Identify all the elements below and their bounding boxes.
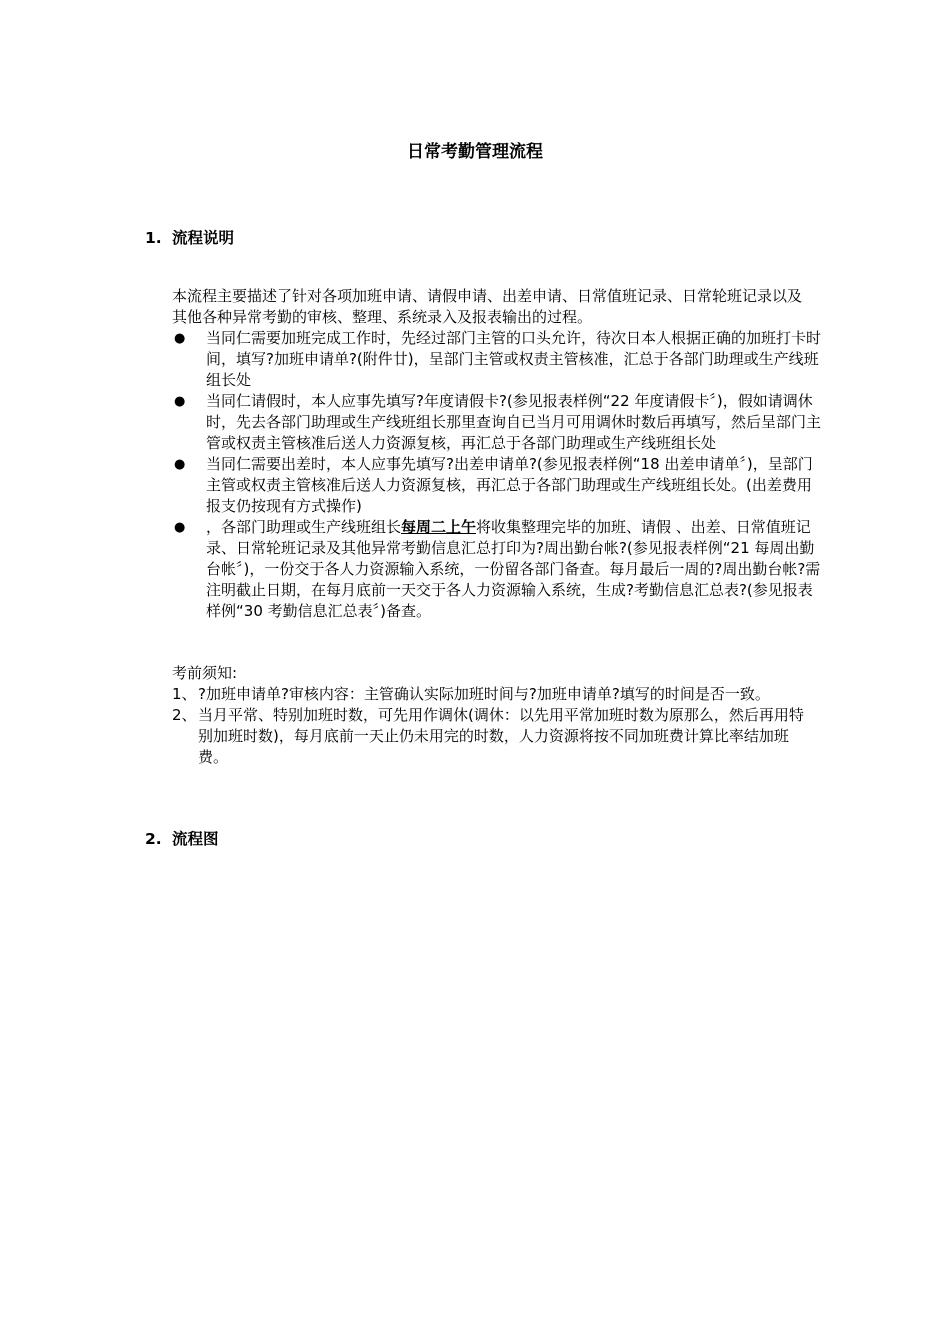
note-item: [172, 705, 812, 768]
list-item: [172, 517, 822, 622]
section-number: 2.: [145, 830, 162, 848]
bullet-text: 当同仁需要加班完成工作时，先经过部门主管的口头允许，待次日本人根据正确的加班打卡时间，填写?加班申请单?(附件廿)，呈部门主管或权责主管核准，汇总于各部门助理或生产线班组长处: [206, 329, 822, 389]
intro-paragraph: 本流程主要描述了针对各项加班申请、请假申请、出差申请、日常值班记录、日常轮班记录以及其他各种异常考勤的审核、整理、系统录入及报表输出的过程。: [172, 287, 803, 326]
bullet-text-suffix: 将收集整理完毕的加班、请假 、出差、日常值班记录、日常轮班记录及其他异常考勤信息汇总打印为?周出勤台帐?(参见报表样例“21 每周出勤台帐〞)，一份交于各人力资源输入系统，一份留各部门备查。每月最后一周的?周出勤台帐?需注明截止日期，在每月底前一天交于各人力资源输入系统，生成?考勤信息汇总表?(参见报表样例“30 考勤信息汇总表〞)备查。: [206, 518, 821, 620]
note-index: 2、: [172, 706, 197, 724]
bullet-icon: ●: [174, 520, 186, 535]
list-item: [172, 454, 822, 517]
bullet-text: 当同仁需要出差时，本人应事先填写?出差申请单?(参见报表样例“18 出差申请单〞)，呈部门主管或权责主管核准后送人力资源复核，再汇总于各部门助理或生产线班组长处。(出差费用报支仍按现有方式操作): [206, 455, 813, 515]
note-text: 当月平常、特别加班时数，可先用作调休(调休：以先用平常加班时数为原那么，然后再用特别加班时数)，每月底前一天止仍未用完的时数，人力资源将按不同加班费计算比率结加班费。: [198, 706, 804, 766]
bullet-list: [172, 328, 822, 622]
section-heading-2: [145, 829, 219, 849]
section-title: 流程图: [172, 830, 219, 848]
bullet-text-prefix: ，各部门助理或生产线班组长: [206, 518, 402, 536]
section-title: 流程说明: [172, 229, 235, 247]
note-text: ?加班申请单?审核内容：主管确认实际加班时间与?加班申请单?填写的时间是否一致。: [198, 685, 770, 703]
section-number: 1.: [145, 229, 162, 247]
bullet-icon: ●: [174, 457, 186, 472]
bullet-icon: ●: [174, 331, 186, 346]
bullet-icon: ●: [174, 394, 186, 409]
note-index: 1、: [172, 685, 197, 703]
bullet-text: 当同仁请假时，本人应事先填写?年度请假卡?(参见报表样例“22 年度请假卡〞)，假如请调休时，先去各部门助理或生产线班组长那里查询自已当月可用调休时数后再填写，然后呈部门主管或权责主管核准后送人力资源复核，再汇总于各部门助理或生产线班组长处: [206, 392, 822, 452]
list-item: [172, 328, 822, 391]
notes-block: [172, 663, 812, 768]
document-title: 日常考勤管理流程: [407, 142, 543, 162]
notes-title: 考前须知:: [172, 664, 238, 682]
section-heading-1: [145, 228, 234, 248]
emphasis-text: 每周二上午: [401, 518, 477, 536]
list-item: [172, 391, 822, 454]
note-item: [172, 684, 812, 705]
